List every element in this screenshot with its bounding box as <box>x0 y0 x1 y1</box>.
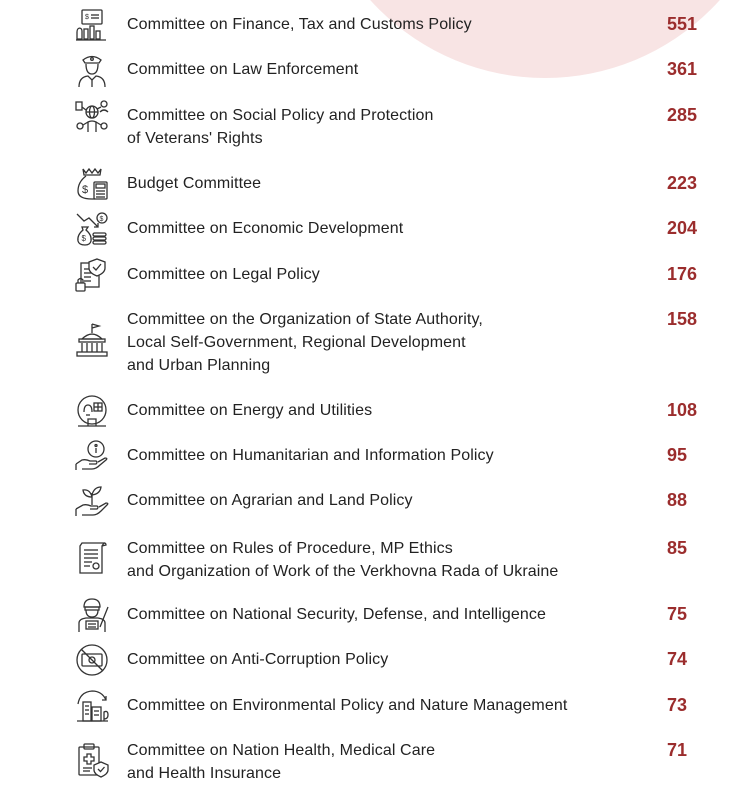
committee-name: Committee on the Organization of State Authority, Local Self-Government, Regional Development and Urban Planning <box>127 311 483 374</box>
committee-count: 71 <box>667 740 688 760</box>
svg-text:$: $ <box>81 234 86 243</box>
committee-count: 551 <box>667 14 698 34</box>
committee-count: 85 <box>667 538 688 558</box>
energy-globe-icon <box>74 393 110 429</box>
svg-text:$: $ <box>99 216 104 223</box>
committee-count: 158 <box>667 309 698 329</box>
committee-name: Committee on Humanitarian and Information Policy <box>127 447 494 464</box>
committee-name: Committee on Social Policy and Protection of Veterans' Rights <box>127 107 434 147</box>
legal-document-shield-icon <box>74 257 110 293</box>
medical-clipboard-icon <box>74 742 110 778</box>
info-hand-icon <box>74 438 110 474</box>
committee-name: Committee on Anti-Corruption Policy <box>127 651 389 668</box>
money-bag-calculator-icon <box>74 166 110 202</box>
committee-count: 95 <box>667 445 688 465</box>
committee-count: 176 <box>667 264 698 284</box>
committee-count: 285 <box>667 105 698 125</box>
police-officer-icon <box>74 52 110 88</box>
plant-hand-icon <box>74 483 110 519</box>
rules-document-icon <box>74 540 110 576</box>
committee-name: Committee on Finance, Tax and Customs Policy <box>127 16 472 33</box>
committee-count: 361 <box>667 59 698 79</box>
committee-name: Committee on Economic Development <box>127 220 404 237</box>
svg-text:$: $ <box>85 14 89 21</box>
committee-name: Committee on Agrarian and Land Policy <box>127 492 413 509</box>
committee-name: Budget Committee <box>127 175 262 192</box>
committee-count: 74 <box>667 649 688 669</box>
economic-growth-icon <box>74 211 110 247</box>
committee-count: 88 <box>667 490 688 510</box>
eco-building-icon <box>74 688 110 724</box>
no-bribe-icon <box>74 642 110 678</box>
svg-text:$: $ <box>82 184 89 196</box>
committee-name: Committee on Law Enforcement <box>127 61 359 78</box>
committee-name: Committee on National Security, Defense, and Intelligence <box>127 606 546 623</box>
committee-count: 75 <box>667 604 688 624</box>
committee-count: 223 <box>667 173 698 193</box>
committee-name: Committee on Rules of Procedure, MP Ethics and Organization of Work of the Verkhovna Rada of Ukraine <box>127 540 559 580</box>
committee-name: Committee on Nation Health, Medical Care and Health Insurance <box>127 742 436 782</box>
committee-count: 204 <box>667 218 698 238</box>
committee-count: 73 <box>667 695 688 715</box>
committee-name: Committee on Legal Policy <box>127 266 320 283</box>
committee-name: Committee on Environmental Policy and Nature Management <box>127 697 568 714</box>
committee-name: Committee on Energy and Utilities <box>127 402 373 419</box>
soldier-icon <box>74 597 110 633</box>
social-network-icon <box>74 98 110 134</box>
committee-count: 108 <box>667 400 698 420</box>
government-building-icon <box>74 322 110 358</box>
finance-icon <box>74 7 110 43</box>
